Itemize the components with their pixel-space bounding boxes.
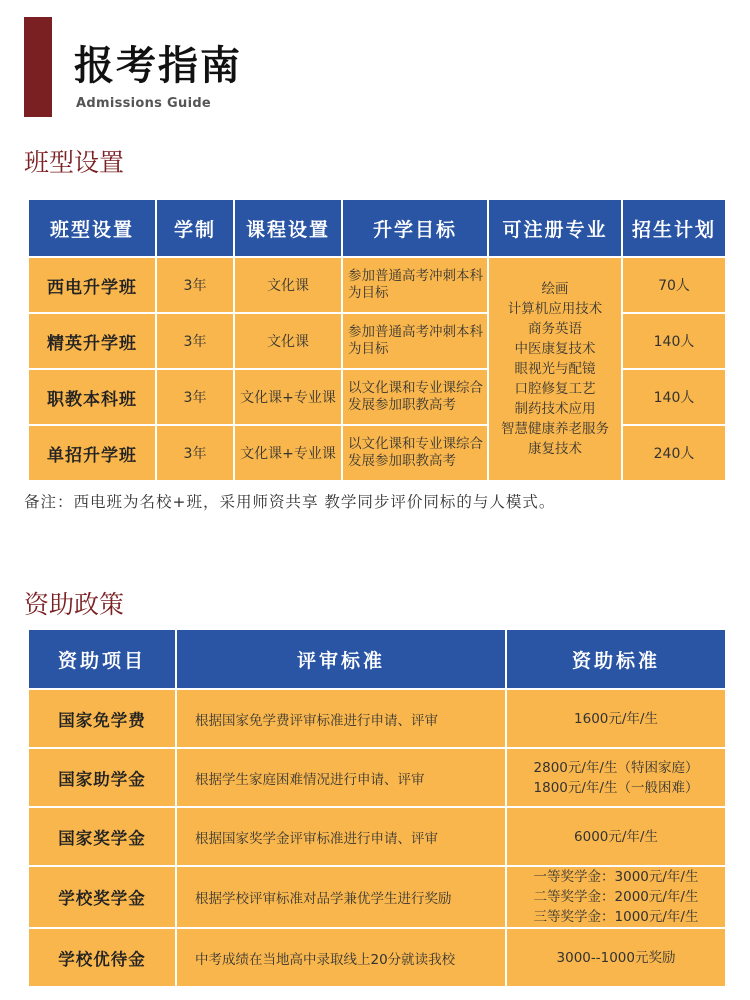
major-item: 智慧健康养老服务: [501, 421, 609, 437]
page-subtitle: Admissions Guide: [76, 96, 212, 111]
plan-cell: 240人: [622, 425, 726, 481]
plan-cell: 70人: [622, 257, 726, 313]
years-cell: 3年: [156, 369, 234, 425]
aid-item-cell: 国家助学金: [28, 748, 176, 807]
amount-cell: [506, 689, 726, 748]
header-cell: 评审标准: [176, 629, 506, 689]
amount-line: 3000--1000元奖励: [556, 949, 676, 966]
class-name-cell: 精英升学班: [28, 313, 156, 369]
goal-cell: 参加普通高考冲刺本科为目标: [342, 257, 488, 313]
major-item: 口腔修复工艺: [514, 381, 596, 397]
table-row: [28, 369, 726, 425]
major-item: 康复技术: [528, 441, 582, 457]
major-item: 眼视光与配镜: [514, 361, 596, 377]
plan-cell: 140人: [622, 369, 726, 425]
courses-cell: 文化课: [234, 257, 342, 313]
table-note: 备注：西电班为名校+班，采用师资共享 教学同步评价同标的与人模式。: [24, 493, 556, 511]
table-row: [28, 748, 726, 807]
years-cell: 3年: [156, 257, 234, 313]
major-item: 制药技术应用: [514, 401, 596, 417]
major-item: 绘画: [541, 281, 569, 297]
header-cell: 升学目标: [342, 199, 488, 257]
major-item: 商务英语: [528, 321, 582, 337]
majors-cell: [488, 257, 622, 481]
courses-cell: 文化课: [234, 313, 342, 369]
major-item: 计算机应用技术: [507, 301, 603, 317]
amount-line: 三等奖学金：1000元/年/生: [533, 909, 699, 925]
class-name-cell: 职教本科班: [28, 369, 156, 425]
aid-item-cell: 学校奖学金: [28, 866, 176, 928]
class-name-cell: 西电升学班: [28, 257, 156, 313]
aid-item-cell: 国家免学费: [28, 689, 176, 748]
class-name-cell: 单招升学班: [28, 425, 156, 481]
header-cell: 课程设置: [234, 199, 342, 257]
amount-line: 1600元/年/生: [574, 710, 658, 727]
courses-cell: 文化课+专业课: [234, 369, 342, 425]
criteria-cell: 根据学校评审标准对品学兼优学生进行奖励: [176, 866, 506, 928]
amount-line: 2800元/年/生（特困家庭）: [533, 759, 699, 776]
major-item: 中医康复技术: [514, 341, 596, 357]
amount-cell: [506, 807, 726, 866]
amount-cell: [506, 928, 726, 987]
aid-section-title: 资助政策: [24, 590, 125, 619]
table-row: [28, 866, 726, 928]
criteria-cell: 根据国家免学费评审标准进行申请、评审: [176, 689, 506, 748]
goal-cell: 参加普通高考冲刺本科为目标: [342, 313, 488, 369]
years-cell: 3年: [156, 425, 234, 481]
class-type-table: [27, 198, 727, 482]
table-row: [28, 928, 726, 987]
amount-cell: [506, 866, 726, 928]
criteria-cell: 根据国家奖学金评审标准进行申请、评审: [176, 807, 506, 866]
table-row: [28, 257, 726, 313]
amount-line: 6000元/年/生: [574, 828, 658, 845]
table-row: [28, 425, 726, 481]
header-cell: 可注册专业: [488, 199, 622, 257]
table-header-row: [28, 199, 726, 257]
table-header-row: [28, 629, 726, 689]
header-cell: 学制: [156, 199, 234, 257]
header-cell: 招生计划: [622, 199, 726, 257]
amount-line: 1800元/年/生（一般困难）: [533, 779, 699, 796]
header-cell: 资助标准: [506, 629, 726, 689]
courses-cell: 文化课+专业课: [234, 425, 342, 481]
amount-cell: [506, 748, 726, 807]
years-cell: 3年: [156, 313, 234, 369]
criteria-cell: 根据学生家庭困难情况进行申请、评审: [176, 748, 506, 807]
page-title: 报考指南: [74, 43, 242, 89]
criteria-cell: 中考成绩在当地高中录取线上20分就读我校: [176, 928, 506, 987]
plan-cell: 140人: [622, 313, 726, 369]
goal-cell: 以文化课和专业课综合发展参加职教高考: [342, 425, 488, 481]
header-cell: 资助项目: [28, 629, 176, 689]
class-section-title: 班型设置: [24, 148, 125, 177]
amount-line: 二等奖学金：2000元/年/生: [533, 889, 699, 905]
aid-item-cell: 国家奖学金: [28, 807, 176, 866]
financial-aid-table: [27, 628, 727, 988]
aid-item-cell: 学校优待金: [28, 928, 176, 987]
table-row: [28, 313, 726, 369]
table-row: [28, 807, 726, 866]
title-accent-bar: [24, 17, 52, 117]
amount-line: 一等奖学金：3000元/年/生: [533, 869, 699, 885]
header-cell: 班型设置: [28, 199, 156, 257]
goal-cell: 以文化课和专业课综合发展参加职教高考: [342, 369, 488, 425]
table-row: [28, 689, 726, 748]
